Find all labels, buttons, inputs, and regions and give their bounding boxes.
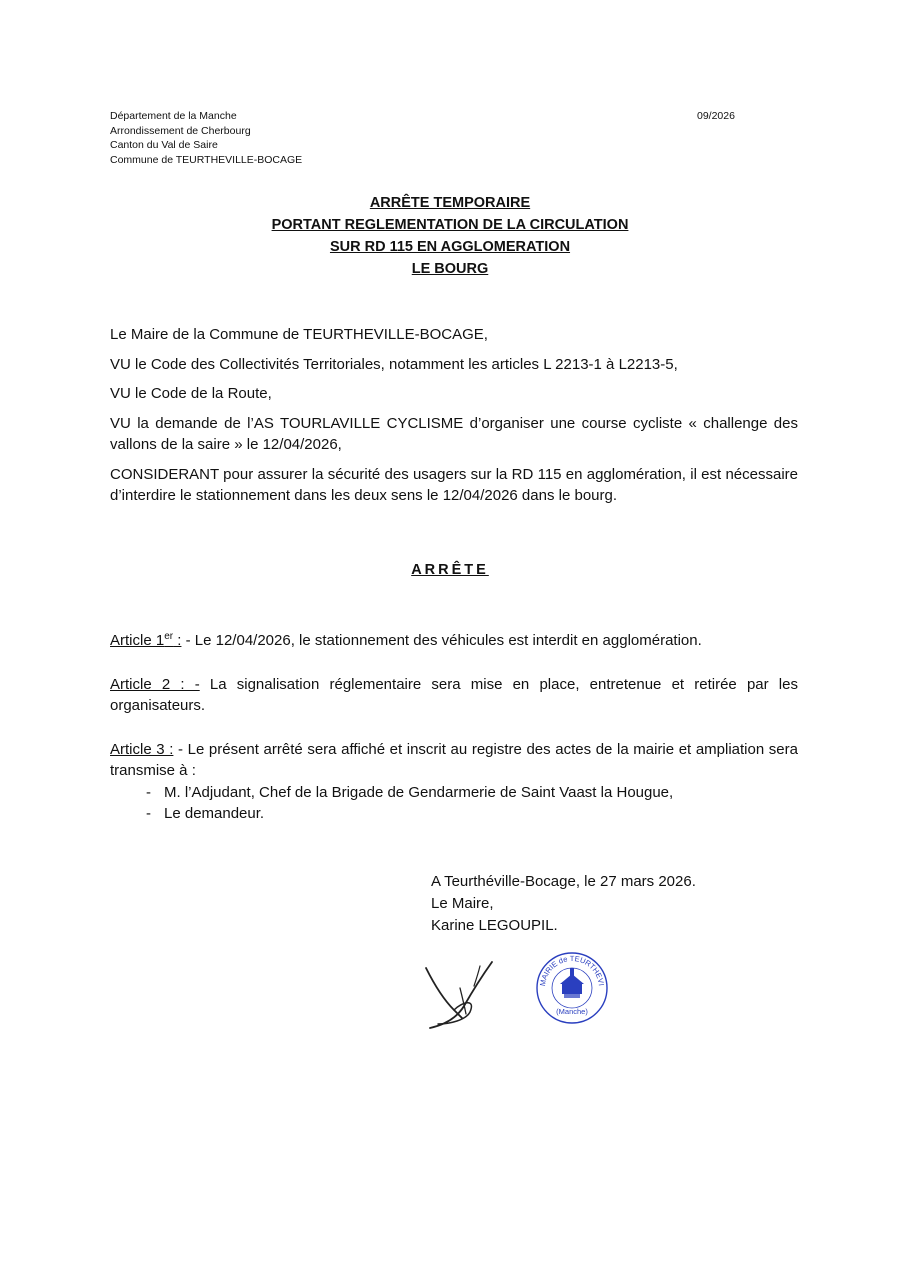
article-1-label-sup: er [164, 631, 174, 642]
mairie-stamp [532, 948, 612, 1033]
reference-number: 09/2026 [697, 110, 735, 122]
preamble-vu-code-collectivites: VU le Code des Collectivités Territoriales, notamment les articles L 2213-1 à L2213-5, [110, 355, 678, 373]
administrative-header [110, 109, 302, 167]
decree-heading: ARRÊTE [411, 562, 489, 578]
preamble [110, 324, 798, 515]
article-1-label-end: : [173, 632, 182, 649]
article-2-text: La signalisation réglementaire sera mise en place, entretenue et retirée par les organisateurs. [110, 675, 798, 714]
article-1-label [110, 632, 181, 649]
closing-block [431, 871, 696, 937]
title-line-3: SUR RD 115 EN AGGLOMERATION [329, 239, 571, 255]
article-3-label: Article 3 : [110, 740, 174, 758]
article-3-text: - Le présent arrêté sera affiché et inscrit au registre des actes de la mairie et ampliation sera transmise à : [110, 740, 798, 779]
preamble-mayor: Le Maire de la Commune de TEURTHEVILLE-BOCAGE, [110, 326, 488, 343]
recipient-list [110, 782, 798, 825]
title-line-1: ARRÊTE TEMPORAIRE [369, 195, 531, 211]
header-commune: Commune de TEURTHEVILLE-BOCAGE [110, 153, 303, 166]
stamp-subtext: (Manche) [556, 1007, 588, 1016]
recipient-gendarmerie: - M. l’Adjudant, Chef de la Brigade de Gendarmerie de Saint Vaast la Hougue, [146, 782, 798, 804]
article-2-label: Article 2 : - [110, 675, 200, 693]
mayor-signature [420, 958, 510, 1043]
header-arrondissement: Arrondissement de Cherbourg [110, 124, 251, 137]
title-line-2: PORTANT REGLEMENTATION DE LA CIRCULATION [271, 217, 629, 233]
closing-name: Karine LEGOUPIL. [431, 917, 558, 934]
seal-icon [532, 948, 612, 1028]
article-3 [110, 739, 798, 782]
document-title [0, 192, 900, 280]
title-line-4: LE BOURG [411, 261, 489, 277]
article-1-text: - Le 12/04/2026, le stationnement des véhicules est interdit en agglomération. [181, 632, 702, 649]
header-canton: Canton du Val de Saire [110, 139, 218, 151]
article-2 [110, 674, 798, 717]
signature-icon [420, 958, 510, 1038]
closing-place-date: A Teurthéville-Bocage, le 27 mars 2026. [431, 873, 696, 890]
recipient-demandeur: - Le demandeur. [146, 803, 798, 825]
stamp-text: MAIRIE de TEURTHEVI [537, 953, 606, 987]
preamble-considerant: CONSIDERANT pour assurer la sécurité des usagers sur la RD 115 en agglomération, il est nécessaire d’interdire le stationnement dans les deux sens le 12/04/2026 dans le bourg. [110, 465, 798, 504]
articles [110, 626, 798, 825]
header-department: Département de la Manche [110, 110, 237, 122]
preamble-vu-code-route: VU le Code de la Route, [110, 385, 272, 402]
article-1-label-main: Article 1 [110, 632, 165, 649]
closing-role: Le Maire, [431, 895, 494, 912]
preamble-vu-demande: VU la demande de l’AS TOURLAVILLE CYCLISME d’organiser une course cycliste « challenge des vallons de la saire » le 12/04/2026, [110, 414, 798, 453]
article-1 [110, 626, 798, 652]
